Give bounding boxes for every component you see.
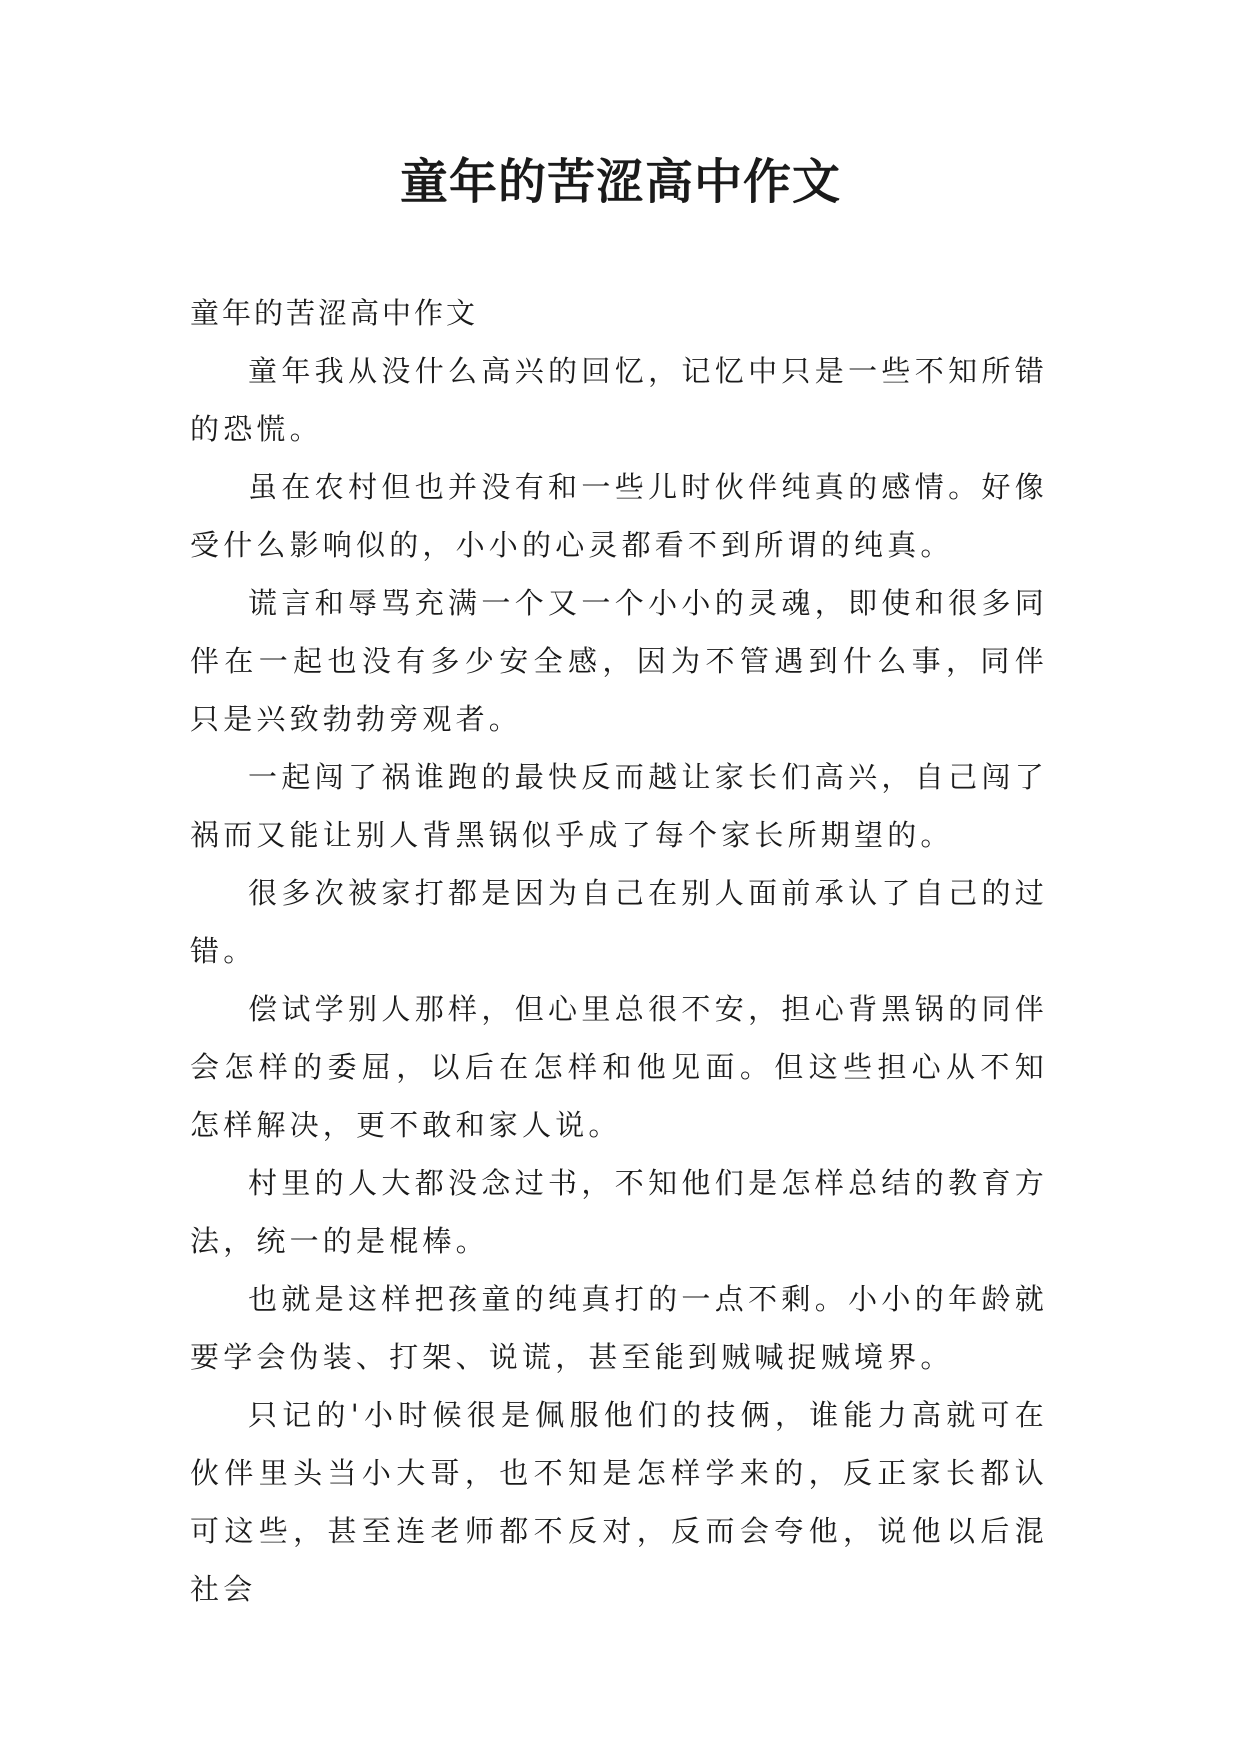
paragraph-6: 偿试学别人那样，但心里总很不安，担心背黑锅的同伴会怎样的委屈，以后在怎样和他见面。但这些担心从不知怎样解决，更不敢和家人说。 [190, 992, 1048, 1142]
paragraph-5: 很多次被家打都是因为自己在别人面前承认了自己的过错。 [190, 876, 1048, 968]
paragraph-2: 虽在农村但也并没有和一些儿时伙伴纯真的感情。好像受什么影响似的，小小的心灵都看不到所谓的纯真。 [190, 470, 1048, 562]
paragraph-3: 谎言和辱骂充满一个又一个小小的灵魂，即使和很多同伴在一起也没有多少安全感，因为不管遇到什么事，同伴只是兴致勃勃旁观者。 [190, 586, 1048, 736]
paragraph-7: 村里的人大都没念过书，不知他们是怎样总结的教育方法，统一的是棍棒。 [190, 1166, 1048, 1258]
document-body [190, 284, 1048, 1618]
paragraph-8: 也就是这样把孩童的纯真打的一点不剩。小小的年龄就要学会伪装、打架、说谎，甚至能到贼喊捉贼境界。 [190, 1282, 1048, 1374]
paragraph-9: 只记的'小时候很是佩服他们的技俩，谁能力高就可在伙伴里头当小大哥，也不知是怎样学来的，反正家长都认可这些，甚至连老师都不反对，反而会夸他，说他以后混社会 [190, 1398, 1048, 1606]
page-title: 童年的苦涩高中作文 [399, 154, 841, 210]
paragraph-1: 童年我从没什么高兴的回忆，记忆中只是一些不知所错的恐慌。 [190, 354, 1048, 446]
paragraph-4: 一起闯了祸谁跑的最快反而越让家长们高兴，自己闯了祸而又能让别人背黑锅似乎成了每个家长所期望的。 [190, 760, 1048, 852]
subtitle: 童年的苦涩高中作文 [190, 296, 479, 330]
